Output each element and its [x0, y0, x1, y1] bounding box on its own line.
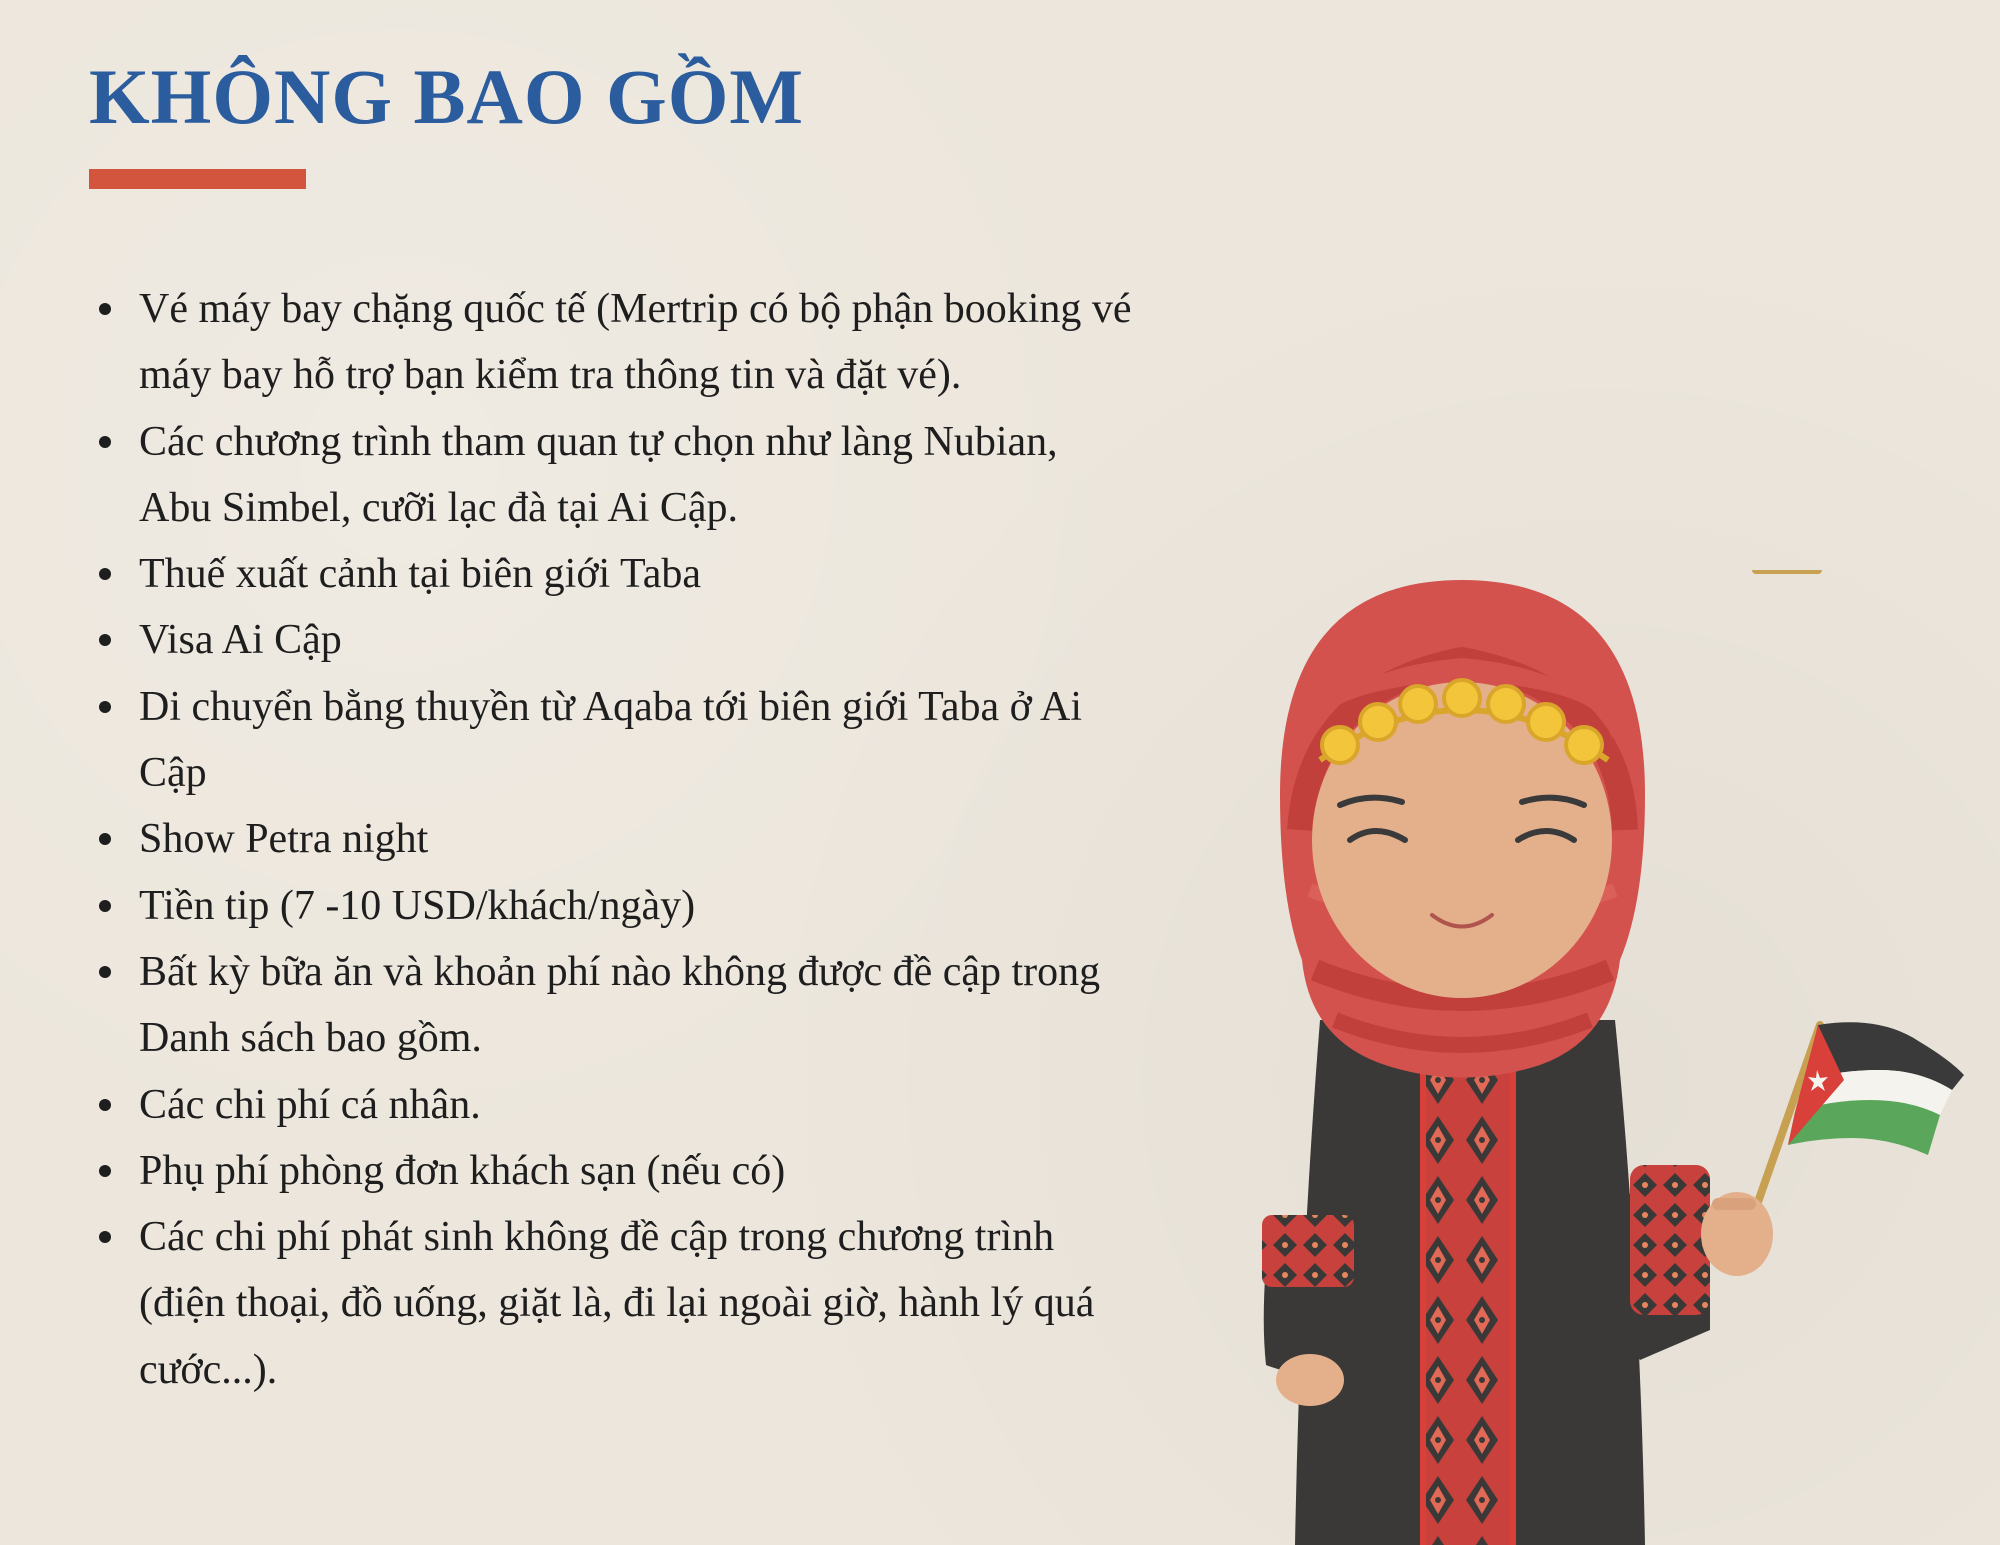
title-underline — [89, 169, 306, 189]
list-item-text: Các chi phí cá nhân. — [139, 1081, 481, 1128]
list-item — [96, 607, 1136, 673]
list-item — [96, 1138, 1136, 1204]
list-item — [96, 1072, 1136, 1138]
list-item — [96, 1204, 1136, 1403]
bullet-icon — [99, 634, 111, 646]
list-item-text: Tiền tip (7 -10 USD/khách/ngày) — [139, 882, 696, 929]
list-item — [96, 409, 1136, 542]
bullet-icon — [99, 1165, 111, 1177]
exclusion-list — [96, 276, 1136, 1403]
bullet-icon — [99, 701, 111, 713]
list-item — [96, 806, 1136, 872]
list-item-text: Phụ phí phòng đơn khách sạn (nếu có) — [139, 1147, 786, 1194]
list-item — [96, 939, 1136, 1072]
list-item-text: Các chương trình tham quan tự chọn như làng Nubian, Abu Simbel, cưỡi lạc đà tại Ai Cập. — [139, 418, 1058, 531]
jordanian-girl-with-flag-icon — [1240, 570, 1980, 1545]
list-item-text: Bất kỳ bữa ăn và khoản phí nào không được đề cập trong Danh sách bao gồm. — [139, 948, 1101, 1062]
jordan-flag — [1756, 570, 1964, 1202]
list-item — [96, 541, 1136, 607]
list-item-text: Show Petra night — [139, 816, 429, 863]
list-item-text: Thuế xuất cảnh tại biên giới Taba — [139, 551, 701, 598]
bullet-icon — [99, 1099, 111, 1111]
list-item — [96, 276, 1136, 409]
page-title: KHÔNG BAO GỒM — [89, 53, 804, 140]
list-item-text: Di chuyển bằng thuyền từ Aqaba tới biên giới Taba ở Ai Cập — [139, 683, 1083, 797]
list-item — [96, 674, 1136, 807]
bullet-icon — [99, 568, 111, 580]
bullet-icon — [99, 900, 111, 912]
list-item-text: Các chi phí phát sinh không đề cập trong chương trình (điện thoại, đồ uống, giặt là, đi lại ngoài giờ, hành lý quá cước...). — [139, 1214, 1095, 1393]
bullet-icon — [99, 1231, 111, 1243]
bullet-icon — [99, 966, 111, 978]
bullet-icon — [99, 303, 111, 315]
bullet-icon — [99, 436, 111, 448]
list-item-text: Vé máy bay chặng quốc tế (Mertrip có bộ phận booking vé máy bay hỗ trợ bạn kiểm tra thông tin và đặt vé). — [139, 286, 1132, 399]
list-item — [96, 873, 1136, 939]
bullet-icon — [99, 833, 111, 845]
list-item-text: Visa Ai Cập — [139, 617, 342, 664]
